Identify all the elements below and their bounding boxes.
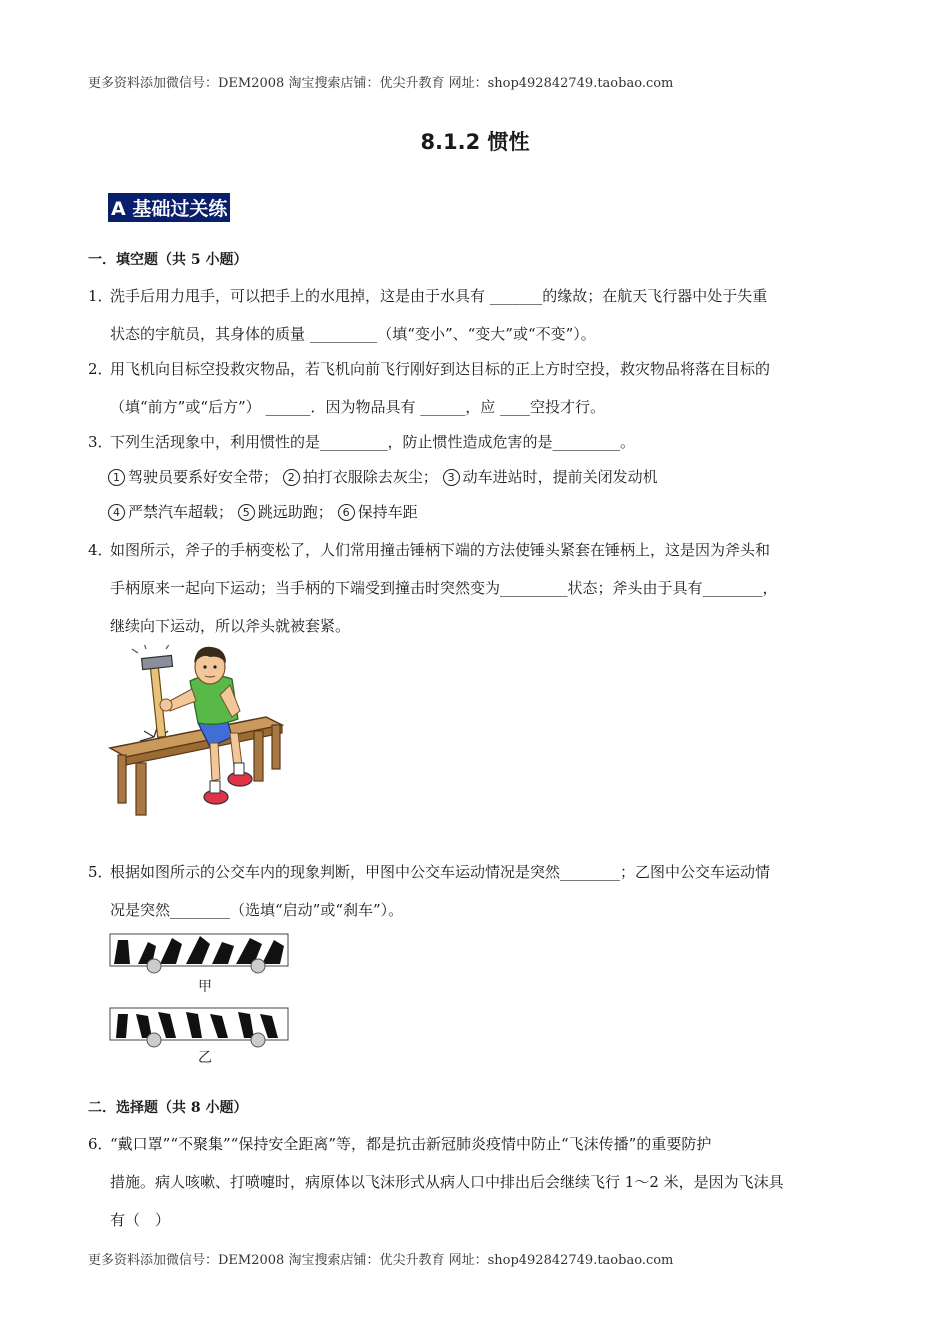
q3-option-1: 驾驶员要系好安全带；: [128, 468, 279, 486]
q2-line2: （填“前方”或“后方”） ______．因为物品具有 ______，应 ____空投才行。: [110, 398, 605, 416]
part2-heading: 二．选择题（共 8 小题）: [88, 1100, 248, 1116]
bus-figure-jia: [108, 928, 292, 976]
marker-3: 3: [443, 469, 460, 486]
q4-line3: 继续向下运动，所以斧头就被套紧。: [110, 617, 351, 635]
marker-6: 6: [338, 504, 355, 521]
q6-number: 6．: [88, 1135, 113, 1153]
q3-options-row1: [108, 466, 658, 487]
q1-line2: 状态的宇航员，其身体的质量 _________（填“变小”、“变大”或“不变”）。: [110, 325, 596, 343]
q5-line1: 根据如图所示的公交车内的现象判断，甲图中公交车运动情况是突然________；乙图中公交车运动情: [110, 863, 771, 881]
q3-option-5: 跳远助跑；: [257, 503, 333, 521]
q3-options-row2: [108, 501, 418, 522]
bus-figure-yi: [108, 1003, 292, 1049]
caption-yi: 乙: [198, 1050, 212, 1066]
q5-number: 5．: [88, 863, 113, 881]
q3-option-4: 严禁汽车超载；: [128, 503, 234, 521]
marker-5: 5: [238, 504, 255, 521]
caption-jia: 甲: [198, 979, 212, 995]
marker-1: 1: [108, 469, 125, 486]
q4-number: 4．: [88, 541, 113, 559]
marker-2: 2: [283, 469, 300, 486]
q4-line1: 如图所示，斧子的手柄变松了，人们常用撞击锤柄下端的方法使锤头紧套在锤柄上，这是因为斧头和: [110, 541, 771, 559]
q6-line1: “戴口罩”“不聚集”“保持安全距离”等，都是抗击新冠肺炎疫情中防止“飞沫传播”的重要防护: [110, 1135, 712, 1153]
q3-option-6: 保持车距: [357, 503, 418, 521]
section-a-badge: A 基础过关练: [108, 193, 230, 222]
q1-number: 1．: [88, 287, 113, 305]
page-title: 8.1.2 惯性: [420, 130, 530, 154]
page-footer: 更多资料添加微信号：DEM2008 淘宝搜索店铺：优尖升教育 网址：shop492842749.taobao.com: [88, 1253, 674, 1268]
q6-line3: 有（ ）: [110, 1211, 171, 1229]
q2-line1: 用飞机向目标空投救灾物品，若飞机向前飞行刚好到达目标的正上方时空投，救灾物品将落在目标的: [110, 360, 771, 378]
q5-line2: 况是突然________（选填“启动”或“刹车”）。: [110, 901, 404, 919]
q6-line2: 措施。病人咳嗽、打喷嚏时，病原体以飞沫形式从病人口中排出后会继续飞行 1～2 米，是因为飞沫具: [110, 1173, 784, 1191]
q2-number: 2．: [88, 360, 113, 378]
q1-line1: 洗手后用力甩手，可以把手上的水甩掉，这是由于水具有 _______的缘故；在航天飞行器中处于失重: [110, 287, 768, 305]
part1-heading: 一．填空题（共 5 小题）: [88, 252, 248, 268]
q3-line1: 下列生活现象中，利用惯性的是_________，防止惯性造成危害的是_________。: [110, 433, 636, 451]
q3-option-3: 动车进站时，提前关闭发动机: [462, 468, 658, 486]
q3-option-2: 拍打衣服除去灰尘；: [302, 468, 438, 486]
q3-number: 3．: [88, 433, 113, 451]
hammer-boy-illustration: [106, 645, 286, 820]
marker-4: 4: [108, 504, 125, 521]
page-header: 更多资料添加微信号：DEM2008 淘宝搜索店铺：优尖升教育 网址：shop492842749.taobao.com: [88, 76, 674, 91]
q4-line2: 手柄原来一起向下运动；当手柄的下端受到撞击时突然变为_________状态；斧头由于具有________，: [110, 579, 778, 597]
